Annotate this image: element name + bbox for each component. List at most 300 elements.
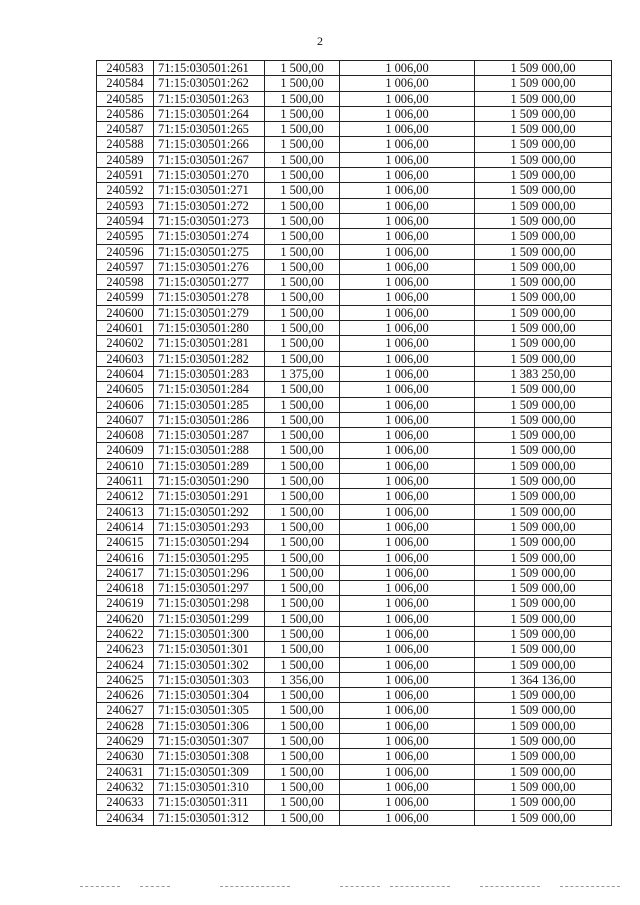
plot-number-cell: 240594 [97,213,154,228]
area-cell: 1 500,00 [265,290,340,305]
plot-number-cell: 240616 [97,550,154,565]
rate-cell: 1 006,00 [340,305,475,320]
value-cell: 1 509 000,00 [475,504,612,519]
rate-cell: 1 006,00 [340,734,475,749]
plot-number-cell: 240593 [97,198,154,213]
rate-cell: 1 006,00 [340,779,475,794]
cadastral-number-cell: 71:15:030501:292 [154,504,265,519]
rate-cell: 1 006,00 [340,565,475,580]
area-cell: 1 500,00 [265,336,340,351]
rate-cell: 1 006,00 [340,688,475,703]
area-cell: 1 500,00 [265,519,340,534]
area-cell: 1 500,00 [265,76,340,91]
plot-number-cell: 240605 [97,382,154,397]
cadastral-number-cell: 71:15:030501:293 [154,519,265,534]
area-cell: 1 500,00 [265,458,340,473]
area-cell: 1 500,00 [265,596,340,611]
cadastral-number-cell: 71:15:030501:295 [154,550,265,565]
rate-cell: 1 006,00 [340,443,475,458]
cadastral-number-cell: 71:15:030501:276 [154,259,265,274]
plot-number-cell: 240588 [97,137,154,152]
area-cell: 1 500,00 [265,351,340,366]
rate-cell: 1 006,00 [340,657,475,672]
plot-number-cell: 240622 [97,626,154,641]
cadastral-number-cell: 71:15:030501:264 [154,106,265,121]
table-row [97,61,612,76]
rate-cell: 1 006,00 [340,611,475,626]
table-row [97,626,612,641]
value-cell: 1 509 000,00 [475,61,612,76]
area-cell: 1 500,00 [265,703,340,718]
value-cell: 1 509 000,00 [475,168,612,183]
rate-cell: 1 006,00 [340,474,475,489]
value-cell: 1 509 000,00 [475,626,612,641]
area-cell: 1 500,00 [265,137,340,152]
cadastral-number-cell: 71:15:030501:266 [154,137,265,152]
cadastral-number-cell: 71:15:030501:290 [154,474,265,489]
table-row [97,244,612,259]
value-cell: 1 509 000,00 [475,474,612,489]
scan-mark [220,886,290,887]
area-cell: 1 500,00 [265,550,340,565]
plot-number-cell: 240633 [97,795,154,810]
rate-cell: 1 006,00 [340,412,475,427]
table-row [97,122,612,137]
value-cell: 1 509 000,00 [475,290,612,305]
value-cell: 1 509 000,00 [475,229,612,244]
scan-mark [340,886,380,887]
table-row [97,275,612,290]
table-row [97,412,612,427]
table-row [97,611,612,626]
value-cell: 1 509 000,00 [475,397,612,412]
plot-number-cell: 240587 [97,122,154,137]
plot-number-cell: 240623 [97,642,154,657]
table-row [97,779,612,794]
cadastral-number-cell: 71:15:030501:270 [154,168,265,183]
rate-cell: 1 006,00 [340,749,475,764]
cadastral-number-cell: 71:15:030501:279 [154,305,265,320]
plot-number-cell: 240629 [97,734,154,749]
table-row [97,672,612,687]
table-row [97,198,612,213]
cadastral-number-cell: 71:15:030501:306 [154,718,265,733]
rate-cell: 1 006,00 [340,428,475,443]
value-cell: 1 509 000,00 [475,718,612,733]
table-row [97,259,612,274]
area-cell: 1 500,00 [265,321,340,336]
rate-cell: 1 006,00 [340,106,475,121]
value-cell: 1 364 136,00 [475,672,612,687]
rate-cell: 1 006,00 [340,703,475,718]
area-cell: 1 500,00 [265,626,340,641]
table-body [97,61,612,826]
cadastral-number-cell: 71:15:030501:262 [154,76,265,91]
plot-number-cell: 240634 [97,810,154,825]
cadastral-number-cell: 71:15:030501:287 [154,428,265,443]
area-cell: 1 500,00 [265,504,340,519]
table-row [97,106,612,121]
cadastral-number-cell: 71:15:030501:303 [154,672,265,687]
land-plot-table [96,60,612,826]
table-row [97,213,612,228]
plot-number-cell: 240596 [97,244,154,259]
plot-number-cell: 240603 [97,351,154,366]
rate-cell: 1 006,00 [340,91,475,106]
area-cell: 1 500,00 [265,152,340,167]
plot-number-cell: 240592 [97,183,154,198]
plot-number-cell: 240608 [97,428,154,443]
plot-number-cell: 240599 [97,290,154,305]
plot-number-cell: 240607 [97,412,154,427]
cadastral-number-cell: 71:15:030501:285 [154,397,265,412]
value-cell: 1 383 250,00 [475,366,612,381]
value-cell: 1 509 000,00 [475,351,612,366]
table-row [97,152,612,167]
plot-number-cell: 240584 [97,76,154,91]
rate-cell: 1 006,00 [340,321,475,336]
cadastral-number-cell: 71:15:030501:294 [154,535,265,550]
plot-number-cell: 240609 [97,443,154,458]
rate-cell: 1 006,00 [340,810,475,825]
table-row [97,168,612,183]
area-cell: 1 500,00 [265,489,340,504]
plot-number-cell: 240597 [97,259,154,274]
rate-cell: 1 006,00 [340,458,475,473]
value-cell: 1 509 000,00 [475,321,612,336]
plot-number-cell: 240626 [97,688,154,703]
area-cell: 1 500,00 [265,657,340,672]
rate-cell: 1 006,00 [340,244,475,259]
value-cell: 1 509 000,00 [475,183,612,198]
value-cell: 1 509 000,00 [475,764,612,779]
area-cell: 1 500,00 [265,122,340,137]
value-cell: 1 509 000,00 [475,749,612,764]
cadastral-number-cell: 71:15:030501:278 [154,290,265,305]
value-cell: 1 509 000,00 [475,122,612,137]
plot-number-cell: 240611 [97,474,154,489]
rate-cell: 1 006,00 [340,351,475,366]
area-cell: 1 500,00 [265,810,340,825]
rate-cell: 1 006,00 [340,122,475,137]
plot-number-cell: 240604 [97,366,154,381]
area-cell: 1 500,00 [265,642,340,657]
plot-number-cell: 240606 [97,397,154,412]
plot-number-cell: 240589 [97,152,154,167]
value-cell: 1 509 000,00 [475,137,612,152]
cadastral-number-cell: 71:15:030501:271 [154,183,265,198]
area-cell: 1 500,00 [265,565,340,580]
value-cell: 1 509 000,00 [475,519,612,534]
cadastral-number-cell: 71:15:030501:267 [154,152,265,167]
plot-number-cell: 240630 [97,749,154,764]
rate-cell: 1 006,00 [340,336,475,351]
cadastral-number-cell: 71:15:030501:261 [154,61,265,76]
cadastral-number-cell: 71:15:030501:284 [154,382,265,397]
cadastral-number-cell: 71:15:030501:265 [154,122,265,137]
table-row [97,183,612,198]
scan-mark [140,886,170,887]
value-cell: 1 509 000,00 [475,734,612,749]
plot-number-cell: 240602 [97,336,154,351]
plot-number-cell: 240615 [97,535,154,550]
cadastral-number-cell: 71:15:030501:308 [154,749,265,764]
table-row [97,489,612,504]
area-cell: 1 500,00 [265,581,340,596]
value-cell: 1 509 000,00 [475,795,612,810]
cadastral-number-cell: 71:15:030501:300 [154,626,265,641]
table-row [97,795,612,810]
rate-cell: 1 006,00 [340,366,475,381]
table-row [97,596,612,611]
plot-number-cell: 240585 [97,91,154,106]
table-row [97,581,612,596]
area-cell: 1 500,00 [265,305,340,320]
table-row [97,734,612,749]
rate-cell: 1 006,00 [340,535,475,550]
area-cell: 1 500,00 [265,183,340,198]
cadastral-number-cell: 71:15:030501:297 [154,581,265,596]
table-row [97,688,612,703]
rate-cell: 1 006,00 [340,764,475,779]
area-cell: 1 500,00 [265,611,340,626]
cadastral-number-cell: 71:15:030501:299 [154,611,265,626]
plot-number-cell: 240620 [97,611,154,626]
table-row [97,91,612,106]
table-row [97,550,612,565]
plot-number-cell: 240598 [97,275,154,290]
plot-number-cell: 240586 [97,106,154,121]
rate-cell: 1 006,00 [340,229,475,244]
area-cell: 1 500,00 [265,382,340,397]
cadastral-number-cell: 71:15:030501:281 [154,336,265,351]
cadastral-number-cell: 71:15:030501:298 [154,596,265,611]
area-cell: 1 500,00 [265,213,340,228]
value-cell: 1 509 000,00 [475,382,612,397]
table-row [97,397,612,412]
value-cell: 1 509 000,00 [475,213,612,228]
rate-cell: 1 006,00 [340,795,475,810]
value-cell: 1 509 000,00 [475,198,612,213]
value-cell: 1 509 000,00 [475,703,612,718]
area-cell: 1 500,00 [265,168,340,183]
cadastral-number-cell: 71:15:030501:286 [154,412,265,427]
scan-mark [80,886,120,887]
table-row [97,351,612,366]
rate-cell: 1 006,00 [340,596,475,611]
value-cell: 1 509 000,00 [475,642,612,657]
rate-cell: 1 006,00 [340,581,475,596]
table-row [97,764,612,779]
plot-number-cell: 240618 [97,581,154,596]
rate-cell: 1 006,00 [340,626,475,641]
cadastral-number-cell: 71:15:030501:302 [154,657,265,672]
table-row [97,749,612,764]
rate-cell: 1 006,00 [340,504,475,519]
area-cell: 1 500,00 [265,229,340,244]
cadastral-number-cell: 71:15:030501:309 [154,764,265,779]
table-row [97,718,612,733]
plot-number-cell: 240617 [97,565,154,580]
plot-number-cell: 240619 [97,596,154,611]
value-cell: 1 509 000,00 [475,596,612,611]
cadastral-number-cell: 71:15:030501:283 [154,366,265,381]
cadastral-number-cell: 71:15:030501:277 [154,275,265,290]
footer-scan-marks [80,886,620,890]
value-cell: 1 509 000,00 [475,244,612,259]
area-cell: 1 500,00 [265,244,340,259]
plot-number-cell: 240601 [97,321,154,336]
area-cell: 1 500,00 [265,428,340,443]
rate-cell: 1 006,00 [340,397,475,412]
area-cell: 1 500,00 [265,91,340,106]
value-cell: 1 509 000,00 [475,412,612,427]
area-cell: 1 500,00 [265,275,340,290]
cadastral-number-cell: 71:15:030501:288 [154,443,265,458]
plot-number-cell: 240610 [97,458,154,473]
table-row [97,137,612,152]
area-cell: 1 500,00 [265,795,340,810]
scan-mark [390,886,450,887]
area-cell: 1 356,00 [265,672,340,687]
table-row [97,519,612,534]
table-row [97,336,612,351]
table-row [97,290,612,305]
cadastral-number-cell: 71:15:030501:312 [154,810,265,825]
rate-cell: 1 006,00 [340,137,475,152]
table-row [97,657,612,672]
cadastral-number-cell: 71:15:030501:296 [154,565,265,580]
rate-cell: 1 006,00 [340,550,475,565]
table-row [97,703,612,718]
area-cell: 1 500,00 [265,688,340,703]
rate-cell: 1 006,00 [340,672,475,687]
table-row [97,305,612,320]
value-cell: 1 509 000,00 [475,91,612,106]
value-cell: 1 509 000,00 [475,443,612,458]
cadastral-number-cell: 71:15:030501:301 [154,642,265,657]
cadastral-number-cell: 71:15:030501:289 [154,458,265,473]
area-cell: 1 500,00 [265,106,340,121]
table-row [97,229,612,244]
table-row [97,474,612,489]
plot-number-cell: 240583 [97,61,154,76]
area-cell: 1 500,00 [265,198,340,213]
cadastral-number-cell: 71:15:030501:307 [154,734,265,749]
area-cell: 1 500,00 [265,412,340,427]
area-cell: 1 375,00 [265,366,340,381]
page-number: 2 [317,34,323,48]
cadastral-number-cell: 71:15:030501:280 [154,321,265,336]
area-cell: 1 500,00 [265,749,340,764]
rate-cell: 1 006,00 [340,183,475,198]
value-cell: 1 509 000,00 [475,581,612,596]
table-row [97,504,612,519]
plot-number-cell: 240595 [97,229,154,244]
plot-number-cell: 240624 [97,657,154,672]
cadastral-number-cell: 71:15:030501:272 [154,198,265,213]
value-cell: 1 509 000,00 [475,259,612,274]
table-row [97,458,612,473]
area-cell: 1 500,00 [265,779,340,794]
rate-cell: 1 006,00 [340,168,475,183]
value-cell: 1 509 000,00 [475,535,612,550]
cadastral-number-cell: 71:15:030501:274 [154,229,265,244]
rate-cell: 1 006,00 [340,718,475,733]
rate-cell: 1 006,00 [340,61,475,76]
cadastral-number-cell: 71:15:030501:310 [154,779,265,794]
plot-number-cell: 240625 [97,672,154,687]
rate-cell: 1 006,00 [340,259,475,274]
rate-cell: 1 006,00 [340,76,475,91]
value-cell: 1 509 000,00 [475,565,612,580]
cadastral-number-cell: 71:15:030501:305 [154,703,265,718]
table-row [97,443,612,458]
cadastral-number-cell: 71:15:030501:263 [154,91,265,106]
value-cell: 1 509 000,00 [475,275,612,290]
rate-cell: 1 006,00 [340,382,475,397]
rate-cell: 1 006,00 [340,275,475,290]
plot-number-cell: 240591 [97,168,154,183]
table-row [97,642,612,657]
cadastral-number-cell: 71:15:030501:275 [154,244,265,259]
value-cell: 1 509 000,00 [475,779,612,794]
plot-number-cell: 240614 [97,519,154,534]
plot-number-cell: 240627 [97,703,154,718]
value-cell: 1 509 000,00 [475,305,612,320]
rate-cell: 1 006,00 [340,213,475,228]
value-cell: 1 509 000,00 [475,336,612,351]
value-cell: 1 509 000,00 [475,810,612,825]
value-cell: 1 509 000,00 [475,611,612,626]
rate-cell: 1 006,00 [340,152,475,167]
table-row [97,321,612,336]
value-cell: 1 509 000,00 [475,688,612,703]
area-cell: 1 500,00 [265,443,340,458]
value-cell: 1 509 000,00 [475,657,612,672]
plot-number-cell: 240628 [97,718,154,733]
table-row [97,366,612,381]
area-cell: 1 500,00 [265,535,340,550]
table-row [97,535,612,550]
area-cell: 1 500,00 [265,764,340,779]
cadastral-number-cell: 71:15:030501:273 [154,213,265,228]
cadastral-number-cell: 71:15:030501:304 [154,688,265,703]
table-row [97,76,612,91]
value-cell: 1 509 000,00 [475,106,612,121]
scan-mark [560,886,620,887]
value-cell: 1 509 000,00 [475,428,612,443]
rate-cell: 1 006,00 [340,642,475,657]
cadastral-number-cell: 71:15:030501:311 [154,795,265,810]
area-cell: 1 500,00 [265,259,340,274]
value-cell: 1 509 000,00 [475,76,612,91]
rate-cell: 1 006,00 [340,489,475,504]
table-row [97,810,612,825]
plot-number-cell: 240631 [97,764,154,779]
cadastral-number-cell: 71:15:030501:282 [154,351,265,366]
table-row [97,428,612,443]
cadastral-number-cell: 71:15:030501:291 [154,489,265,504]
value-cell: 1 509 000,00 [475,458,612,473]
rate-cell: 1 006,00 [340,290,475,305]
area-cell: 1 500,00 [265,397,340,412]
value-cell: 1 509 000,00 [475,489,612,504]
plot-number-cell: 240612 [97,489,154,504]
area-cell: 1 500,00 [265,718,340,733]
area-cell: 1 500,00 [265,61,340,76]
table-row [97,382,612,397]
